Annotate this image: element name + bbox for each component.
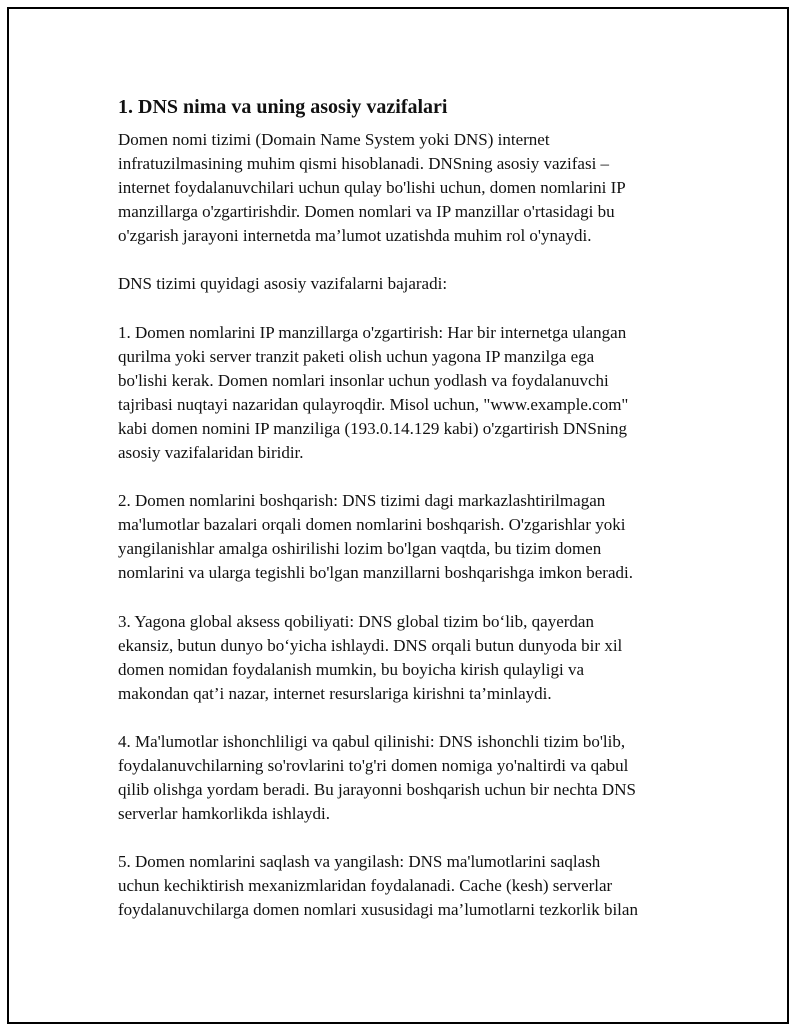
task-4-paragraph: 4. Ma'lumotlar ishonchliligi va qabul qilinishi: DNS ishonchli tizim bo'lib, foydalanuvchilarning so'rovlarini to'g'ri domen nomiga yo'naltirdi va qabul qilib olishga yordam beradi. Bu jarayonni boshqarish uchun bir nechta DNS serverlar hamkorlikda ishlaydi. bbox=[118, 731, 636, 824]
section-heading: 1. DNS nima va uning asosiy vazifalari bbox=[118, 96, 448, 118]
intro-paragraph: Domen nomi tizimi (Domain Name System yoki DNS) internet infratuzilmasining muhim qismi hisoblanadi. DNSning asosiy vazifasi – internet foydalanuvchilari uchun qulay bo'lishi uchun, domen nomlarini IP manzillarga o'zgartirishdir. Domen nomlari va IP manzillar o'rtasidagi bu o'zgarish jarayoni internetda ma’lumot uzatishda muhim rol o'ynaydi. bbox=[118, 130, 626, 246]
task-3-paragraph: 3. Yagona global aksess qobiliyati: DNS global tizim bo‘lib, qayerdan ekansiz, butun dunyo bo‘yicha ishlaydi. DNS orqali butun dunyoda bir xil domen nomidan foydalanish mumkin, bu boyicha kirish qulayligi va makondan qat’i nazar, internet resurslariga kirishni ta’minlaydi. bbox=[118, 611, 623, 703]
tasks-lead-paragraph: DNS tizimi quyidagi asosiy vazifalarni bajaradi: bbox=[118, 274, 448, 294]
task-2-paragraph: 2. Domen nomlarini boshqarish: DNS tizimi dagi markazlashtirilmagan ma'lumotlar bazalari orqali domen nomlarini boshqarish. O'zgarishlar yoki yangilanishlar amalga oshirilishi lozim bo'lgan vaqtda, bu tizim domen nomlarini va ularga tegishli bo'lgan manzillarni boshqarishga imkon beradi. bbox=[118, 491, 633, 583]
task-5-paragraph: 5. Domen nomlarini saqlash va yangilash: DNS ma'lumotlarini saqlash uchun kechiktirish mexanizmlaridan foydalanadi. Cache (kesh) serverlar foydalanuvchilarga domen nomlari xususidagi ma’lumotlarni tezkorlik bilan bbox=[118, 852, 638, 920]
document-body bbox=[118, 94, 684, 947]
task-1-paragraph: 1. Domen nomlarini IP manzillarga o'zgartirish: Har bir internetga ulangan qurilma yoki server tranzit paketi olish uchun yagona IP manzilga ega bo'lishi kerak. Domen nomlari insonlar uchun yodlash va foydalanuvchi tajribasi nuqtayi nazaridan qulayroqdir. Misol uchun, "www.example.com" kabi domen nomini IP manziliga (193.0.14.129 kabi) o'zgartirish DNSning asosiy vazifalaridan biridir. bbox=[118, 322, 629, 463]
